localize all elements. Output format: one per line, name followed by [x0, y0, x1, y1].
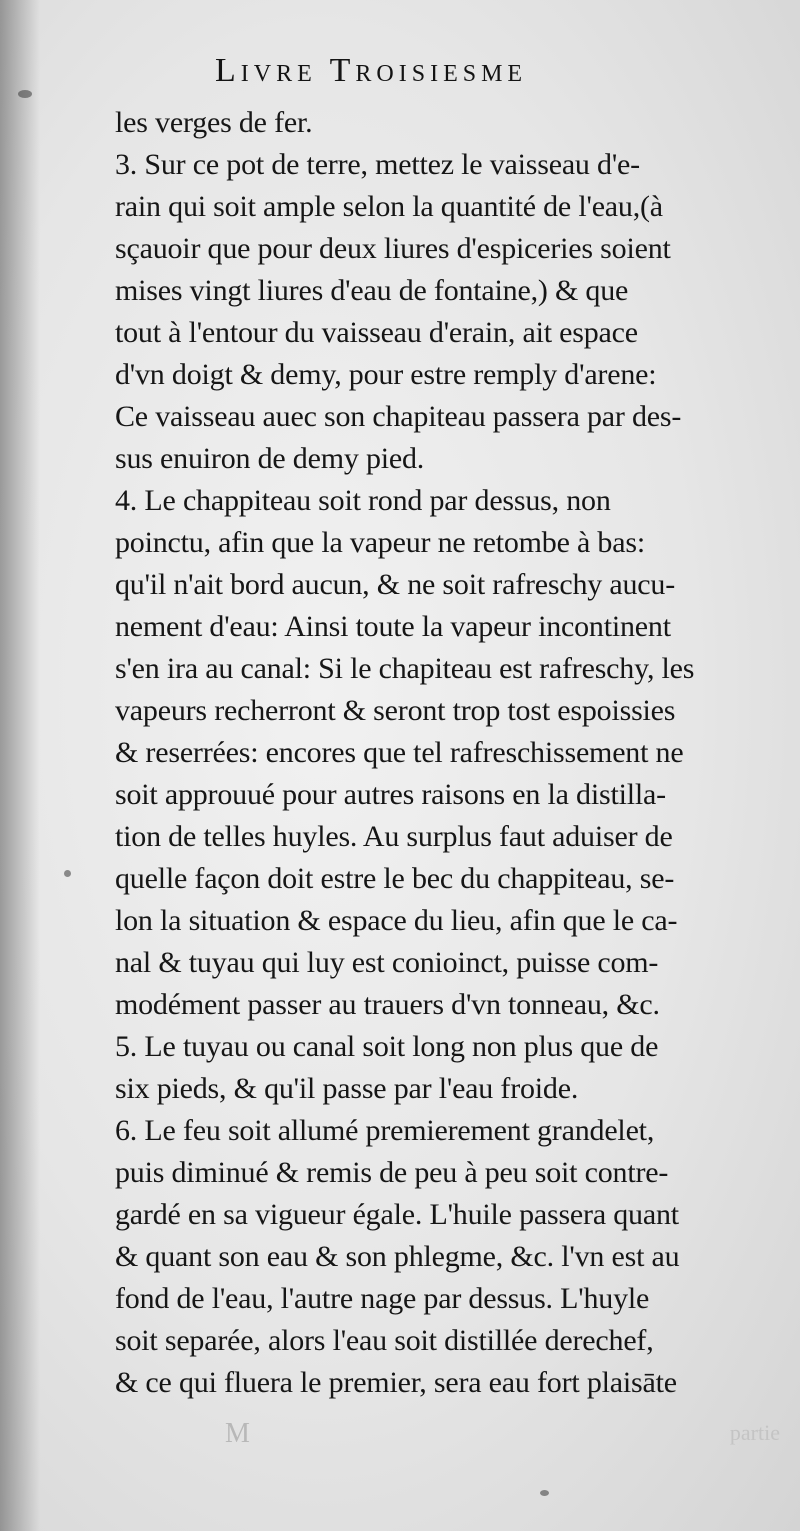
body-text — [115, 102, 785, 1404]
text-line: soit separée, alors l'eau soit distillée derechef, — [115, 1324, 654, 1357]
text-line: poinctu, afin que la vapeur ne retombe à bas: — [115, 526, 645, 559]
text-line: sus enuiron de demy pied. — [115, 442, 425, 475]
text-line: tion de telles huyles. Au surplus faut aduiser de — [115, 820, 673, 853]
text-line: soit approuué pour autres raisons en la distilla- — [115, 778, 666, 811]
signature-mark: M — [225, 1418, 250, 1449]
ink-blot — [18, 90, 32, 98]
text-line: vapeurs recherront & seront trop tost espoissies — [115, 694, 676, 727]
text-line: les verges de fer. — [115, 106, 313, 139]
ink-blot — [540, 1490, 549, 1496]
text-line: nal & tuyau qui luy est conioinct, puisse com- — [115, 946, 659, 979]
text-line: mises vingt liures d'eau de fontaine,) & que — [115, 274, 629, 307]
text-line: s'en ira au canal: Si le chapiteau est rafreschy, les — [115, 652, 695, 685]
text-line: sçauoir que pour deux liures d'espiceries soient — [115, 232, 671, 265]
text-line: gardé en sa vigueur égale. L'huile passera quant — [115, 1198, 679, 1231]
text-line: & quant son eau & son phlegme, &c. l'vn est au — [115, 1240, 680, 1273]
text-line: rain qui soit ample selon la quantité de l'eau,(à — [115, 190, 663, 223]
gutter-shadow — [0, 0, 40, 1531]
text-line: puis diminué & remis de peu à peu soit contre- — [115, 1156, 669, 1189]
text-line: 6. Le feu soit allumé premierement grandelet, — [115, 1114, 655, 1147]
ink-blot — [64, 870, 71, 877]
bleed-through-text: partie — [729, 1420, 780, 1445]
text-line: tout à l'entour du vaisseau d'erain, ait espace — [115, 316, 638, 349]
text-line: Ce vaisseau auec son chapiteau passera par des- — [115, 400, 682, 433]
running-head: Livre Troisiesme — [215, 52, 528, 89]
text-line: quelle façon doit estre le bec du chappiteau, se- — [115, 862, 675, 895]
text-line: 4. Le chappiteau soit rond par dessus, non — [115, 484, 611, 517]
text-line: 5. Le tuyau ou canal soit long non plus que de — [115, 1030, 659, 1063]
text-line: d'vn doigt & demy, pour estre remply d'arene: — [115, 358, 657, 391]
text-line: fond de l'eau, l'autre nage par dessus. L'huyle — [115, 1282, 650, 1315]
text-line: & ce qui fluera le premier, sera eau fort plaisāte — [115, 1366, 677, 1399]
text-line: nement d'eau: Ainsi toute la vapeur incontinent — [115, 610, 671, 643]
text-line: qu'il n'ait bord aucun, & ne soit rafreschy aucu- — [115, 568, 675, 601]
text-line: six pieds, & qu'il passe par l'eau froide. — [115, 1072, 579, 1105]
text-line: & reserrées: encores que tel rafreschissement ne — [115, 736, 684, 769]
text-line: 3. Sur ce pot de terre, mettez le vaisseau d'e- — [115, 148, 640, 181]
text-line: lon la situation & espace du lieu, afin que le ca- — [115, 904, 678, 937]
text-line: modément passer au trauers d'vn tonneau, &c. — [115, 988, 660, 1021]
